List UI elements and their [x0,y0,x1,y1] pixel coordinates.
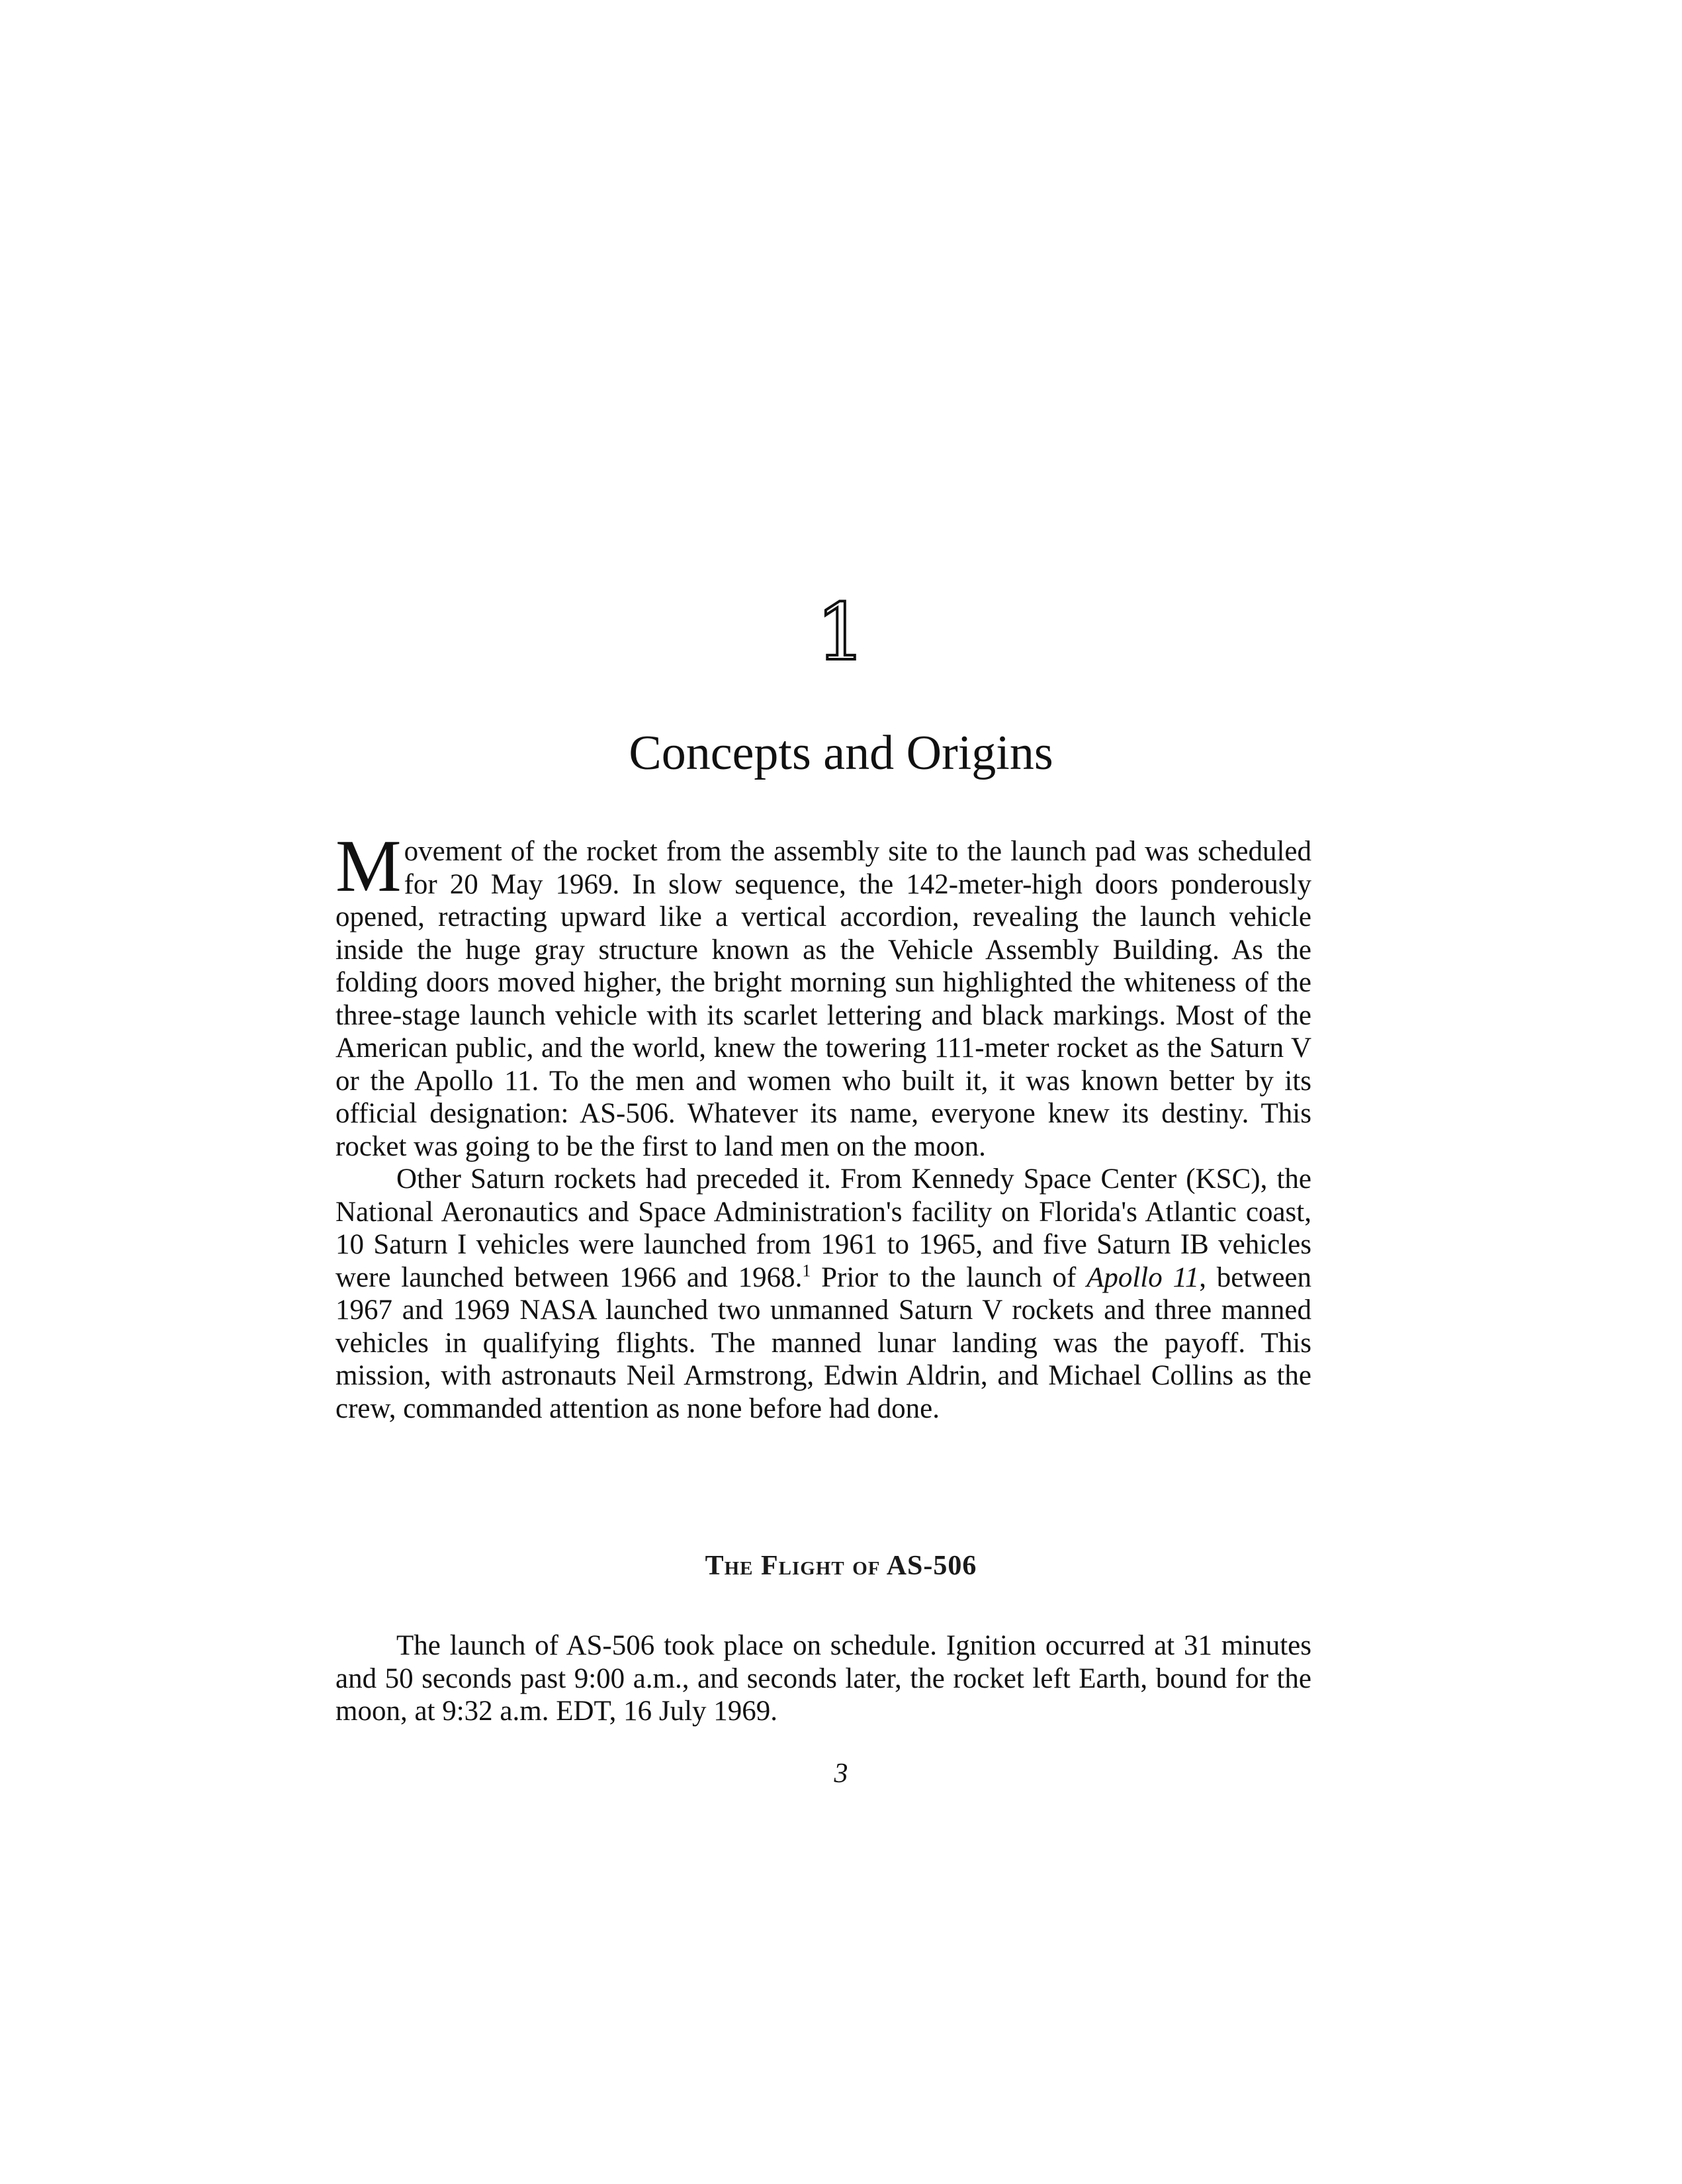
footnote-marker: 1 [802,1261,811,1281]
drop-cap: M [335,825,402,907]
chapter-title: Concepts and Origins [629,726,1053,780]
chapter-number: 1 [816,586,866,678]
intro-paragraph-1 [335,825,1311,1163]
section-paragraph: The launch of AS-506 took place on schedule. Ignition occurred at 31 minutes and 50 seconds past 9:00 a.m., and seconds later, the rocket left Earth, bound for the moon, at 9:32 a.m. EDT, 16 July 1969. [335,1630,1311,1727]
section-text [335,1629,1311,1728]
intro-paragraph-2 [335,1163,1311,1425]
page-number: 3 [834,1758,848,1789]
intro-paragraph-2-text-b: Prior to the launch of [811,1261,1087,1293]
intro-text [335,825,1311,1425]
intro-paragraph-1-text: ovement of the rocket from the assembly site to the launch pad was scheduled for 20 May 1969. In slow sequence, the 142-meter-high doors ponderously opened, retracting upward like a vertical accordion, revealing the launch vehicle inside the huge gray structure known as the Vehicle Assembly Building. As the folding doors moved higher, the bright morning sun highlighted the whiteness of the three-stage launch vehicle with its scarlet lettering and black markings. Most of the American public, and the world, knew the towering 111-meter rocket as the Saturn V or the Apollo 11. To the men and women who built it, it was known better by its official designation: AS-506. Whatever its name, everyone knew its destiny. This rocket was going to be the first to land men on the moon. [335,836,1311,1162]
section-heading: The Flight of AS-506 [705,1551,977,1581]
intro-paragraph-2-text-c: , between 1967 and 1969 NASA launched two unmanned Saturn V rockets and three manned vehicles in qualifying flights. The manned lunar landing was the payoff. This mission, with astronauts Neil Armstrong, Edwin Aldrin, and Michael Collins as the crew, commanded attention as none before had done. [335,1261,1311,1424]
mission-name-italic: Apollo 11 [1086,1261,1200,1293]
intro-paragraph-2-text-a: Other Saturn rockets had preceded it. From Kennedy Space Center (KSC), the National Aeronautics and Space Administration's facility on Florida's Atlantic coast, 10 Saturn I vehicles were launched from 1961 to 1965, and five Saturn IB vehicles were launched between 1966 and 1968. [335,1163,1311,1293]
